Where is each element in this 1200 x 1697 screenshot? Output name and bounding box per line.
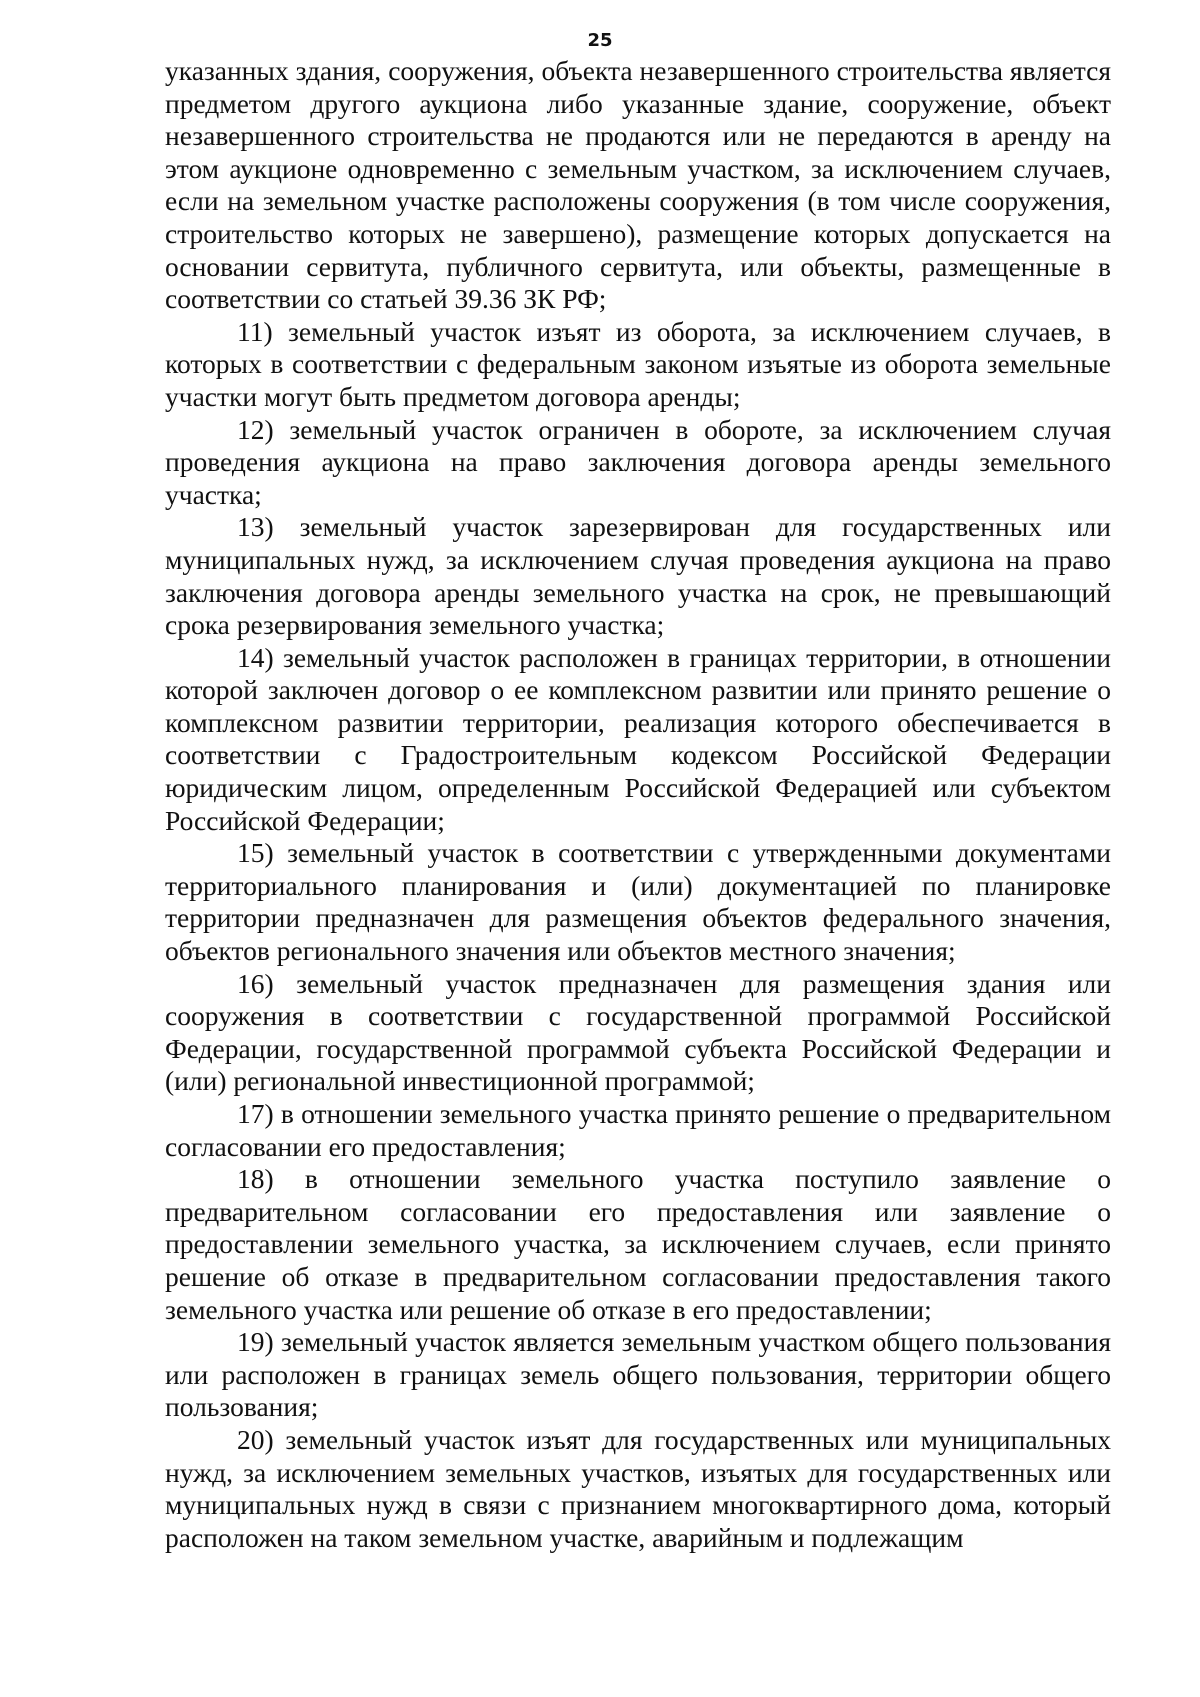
list-item-13: 13) земельный участок зарезервирован для государственных или муниципальных нужд, за исключением случая проведения аукциона на право заключения договора аренды земельного участка на срок, не превышающий срока резервирования земельного участка; <box>165 511 1111 641</box>
list-item-14: 14) земельный участок расположен в границах территории, в отношении которой заключен договор о ее комплексном развитии или принято решение о комплексном развитии территории, реализация которого обеспечивается в соответствии с Градостроительным кодексом Российской Федерации юридическим лицом, определенным Российской Федерацией или субъектом Российской Федерации; <box>165 641 1111 836</box>
list-item-20: 20) земельный участок изъят для государственных или муниципальных нужд, за исключением земельных участков, изъятых для государственных или муниципальных нужд в связи с признанием многоквартирного дома, который расположен на таком земельном участке, аварийным и подлежащим <box>165 1423 1111 1553</box>
list-item-15: 15) земельный участок в соответствии с утвержденными документами территориального планирования и (или) документацией по планировке территории предназначен для размещения объектов федерального значения, объектов регионального значения или объектов местного значения; <box>165 837 1111 967</box>
list-item-11: 11) земельный участок изъят из оборота, за исключением случаев, в которых в соответствии с федеральным законом изъятые из оборота земельные участки могут быть предметом договора аренды; <box>165 315 1111 412</box>
list-item-12: 12) земельный участок ограничен в обороте, за исключением случая проведения аукциона на право заключения договора аренды земельного участка; <box>165 413 1111 510</box>
body-text <box>165 55 1111 1554</box>
list-item-18: 18) в отношении земельного участка поступило заявление о предварительном согласовании его предоставления или заявление о предоставлении земельного участка, за исключением случаев, если принято решение об отказе в предварительном согласовании предоставления такого земельного участка или решение об отказе в его предоставлении; <box>165 1163 1111 1325</box>
list-item-19: 19) земельный участок является земельным участком общего пользования или расположен в границах земель общего пользования, территории общего пользования; <box>165 1326 1111 1423</box>
list-item-17: 17) в отношении земельного участка принято решение о предварительном согласовании его предоставления; <box>165 1098 1111 1162</box>
page-number: 25 <box>587 30 613 51</box>
paragraph-continuation: указанных здания, сооружения, объекта незавершенного строительства является предметом другого аукциона либо указанные здание, сооружение, объект незавершенного строительства не продаются или не передаются в аренду на этом аукционе одновременно с земельным участком, за исключением случаев, если на земельном участке расположены сооружения (в том числе сооружения, строительство которых не завершено), размещение которых допускается на основании сервитута, публичного сервитута, или объекты, размещенные в соответствии со статьей 39.36 ЗК РФ; <box>165 55 1111 315</box>
list-item-16: 16) земельный участок предназначен для размещения здания или сооружения в соответствии с государственной программой Российской Федерации, государственной программой субъекта Российской Федерации и (или) региональной инвестиционной программой; <box>165 967 1111 1097</box>
